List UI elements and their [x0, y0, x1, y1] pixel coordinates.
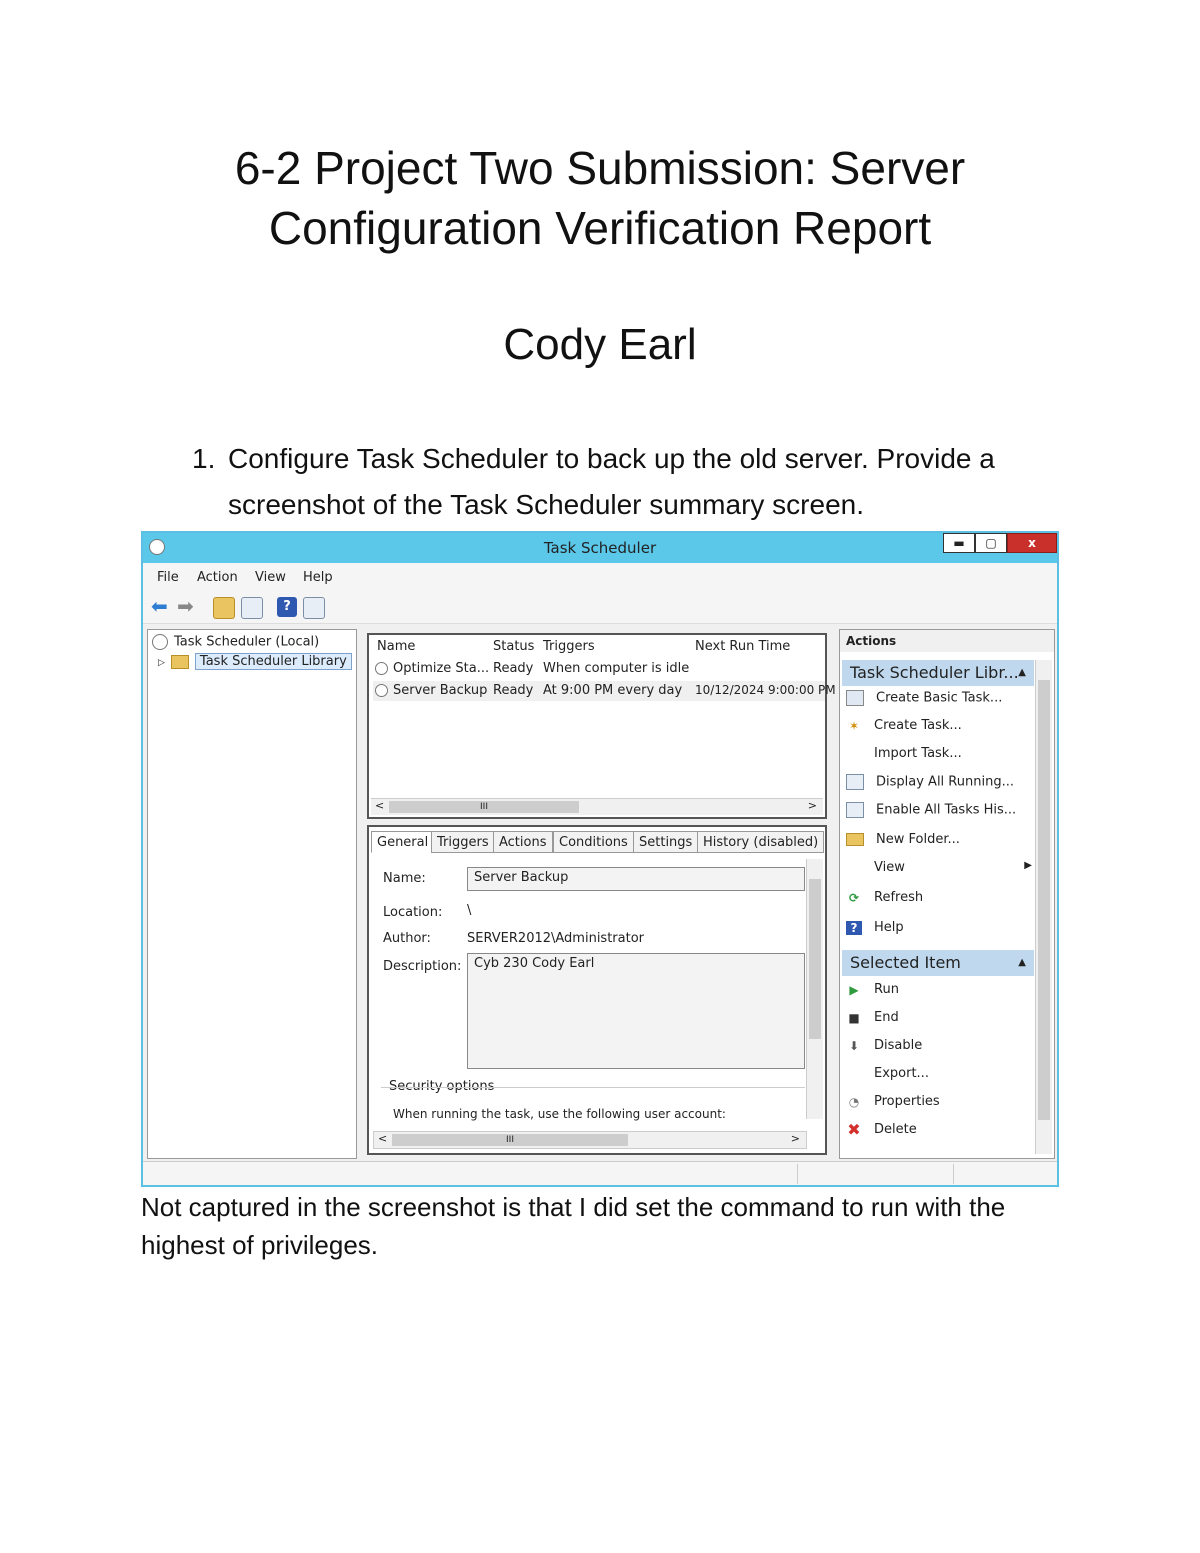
action-label: Properties — [874, 1094, 940, 1109]
section-selected-item[interactable] — [842, 950, 1034, 976]
task-trigger: At 9:00 PM every day — [543, 683, 683, 698]
tab-triggers[interactable]: Triggers — [431, 831, 495, 853]
task-details — [367, 825, 827, 1155]
menu-help[interactable]: Help — [303, 570, 333, 585]
minimize-button[interactable]: ▬ — [943, 533, 975, 553]
action-label: Enable All Tasks His... — [876, 802, 1017, 818]
action-label: Create Basic Task... — [876, 690, 1003, 706]
status-separator — [797, 1164, 798, 1184]
action-refresh[interactable] — [846, 890, 923, 905]
tree-library-label: Task Scheduler Library — [195, 653, 352, 670]
properties-icon[interactable] — [303, 597, 325, 619]
actions-pane — [839, 629, 1055, 1159]
action-label: Help — [874, 920, 904, 935]
question-text: Configure Task Scheduler to back up the old server. Provide a screenshot of the Task Scheduler summary screen. — [228, 443, 995, 520]
disable-arrow-icon: ⬇ — [848, 1038, 860, 1053]
wizard-icon — [846, 690, 864, 706]
task-clock-icon — [375, 662, 388, 675]
back-arrow-icon[interactable]: ⬅ — [151, 594, 168, 618]
action-new-folder[interactable] — [846, 832, 960, 847]
scroll-thumb[interactable] — [809, 879, 821, 1039]
properties-icon: ◔ — [848, 1094, 860, 1109]
action-label: View — [874, 860, 905, 875]
console-tree — [147, 629, 357, 1159]
column-name[interactable]: Name — [377, 639, 416, 654]
action-label: Export... — [874, 1066, 929, 1081]
author-label: Author: — [383, 931, 431, 946]
view-icon — [846, 861, 862, 875]
menu-view[interactable]: View — [255, 570, 286, 585]
task-scheduler-window — [141, 531, 1059, 1187]
status-separator — [953, 1164, 954, 1184]
title-bar — [143, 533, 1057, 563]
menu-bar — [143, 563, 1057, 591]
action-create-task[interactable] — [846, 718, 962, 733]
action-help[interactable] — [846, 920, 904, 935]
collapse-icon[interactable]: ▲ — [1018, 667, 1026, 678]
scroll-right-icon[interactable]: > — [790, 1132, 800, 1145]
menu-file[interactable]: File — [157, 570, 179, 585]
running-tasks-icon — [846, 774, 864, 790]
expand-icon[interactable]: ▷ — [158, 658, 165, 668]
window-title: Task Scheduler — [543, 539, 657, 557]
actions-header: Actions — [840, 630, 1054, 652]
submenu-arrow-icon: ▶ — [1024, 860, 1032, 871]
toolbar — [143, 591, 1057, 624]
task-name: Server Backup — [393, 683, 488, 698]
description-field[interactable]: Cyb 230 Cody Earl — [467, 953, 805, 1069]
action-export[interactable] — [846, 1066, 929, 1081]
new-task-icon: ✶ — [848, 718, 860, 733]
close-button[interactable]: x — [1007, 533, 1057, 553]
scroll-left-icon[interactable]: < — [378, 1132, 388, 1145]
action-run[interactable] — [846, 982, 899, 997]
task-trigger: When computer is idle — [543, 661, 690, 676]
author-name: Cody Earl — [503, 320, 697, 369]
show-hide-tree-icon[interactable] — [241, 597, 263, 619]
action-create-basic-task[interactable] — [846, 690, 1002, 706]
author-value: SERVER2012\Administrator — [467, 931, 645, 946]
action-disable[interactable] — [846, 1038, 922, 1053]
description-label: Description: — [383, 959, 462, 974]
group-divider — [381, 1087, 805, 1088]
title-line-2: Configuration Verification Report — [268, 202, 932, 254]
security-options-label: Security options — [389, 1079, 495, 1094]
tab-history[interactable]: History (disabled) — [697, 831, 824, 853]
task-name: Optimize Sta... — [393, 661, 490, 676]
delete-x-icon: ✖ — [847, 1119, 861, 1139]
run-icon: ▶ — [849, 982, 859, 997]
action-label: Delete — [874, 1122, 917, 1137]
stop-icon: ■ — [848, 1010, 860, 1025]
name-label: Name: — [383, 871, 426, 886]
task-status: Ready — [493, 683, 534, 698]
action-label: Import Task... — [874, 746, 962, 761]
action-import-task[interactable] — [846, 746, 962, 761]
help-icon: ? — [846, 921, 862, 935]
tree-library[interactable] — [158, 654, 352, 669]
tree-root-label: Task Scheduler (Local) — [174, 634, 320, 650]
details-hscroll[interactable] — [373, 1131, 807, 1149]
action-enable-history[interactable] — [846, 802, 1016, 818]
action-properties[interactable] — [846, 1094, 940, 1109]
scroll-left-icon[interactable]: < — [375, 799, 385, 812]
status-bar — [143, 1161, 1057, 1186]
question-number: 1. — [192, 443, 216, 474]
action-display-running[interactable] — [846, 774, 1014, 790]
forward-arrow-icon[interactable]: ➡ — [177, 594, 194, 618]
title-line-1: 6-2 Project Two Submission: Server — [234, 142, 966, 194]
actions-vscroll[interactable] — [1035, 660, 1052, 1154]
scroll-right-icon[interactable]: > — [807, 799, 817, 812]
section-selected-label: Selected Item — [850, 953, 961, 972]
task-status: Ready — [493, 661, 534, 676]
action-label: End — [874, 1010, 899, 1025]
task-clock-icon — [375, 684, 388, 697]
scroll-thumb[interactable]: III — [389, 801, 579, 813]
new-folder-icon — [846, 833, 864, 846]
folder-clock-icon — [171, 655, 189, 669]
collapse-icon[interactable]: ▲ — [1018, 957, 1026, 968]
up-folder-icon[interactable] — [213, 597, 235, 619]
tab-settings[interactable]: Settings — [633, 831, 698, 853]
action-label: Disable — [874, 1038, 923, 1053]
history-icon — [846, 802, 864, 818]
action-end[interactable] — [846, 1010, 899, 1025]
import-icon — [846, 747, 862, 761]
tab-actions[interactable]: Actions — [493, 831, 553, 853]
center-pane — [363, 629, 836, 1157]
location-label: Location: — [383, 905, 443, 920]
location-value: \ — [467, 903, 472, 918]
task-row[interactable] — [373, 659, 825, 679]
tab-general[interactable]: General — [371, 831, 434, 853]
column-status[interactable]: Status — [493, 639, 535, 654]
action-view[interactable] — [846, 860, 1032, 875]
action-label: Create Task... — [874, 718, 962, 733]
action-label: Display All Running... — [876, 774, 1014, 790]
task-row[interactable] — [373, 681, 836, 701]
security-text: When running the task, use the following user account: — [393, 1107, 726, 1121]
scroll-thumb[interactable]: III — [392, 1134, 628, 1146]
column-next-run[interactable]: Next Run Time — [695, 639, 791, 654]
task-next-run: 10/12/2024 9:00:00 PM — [695, 683, 836, 697]
details-vscroll[interactable] — [806, 859, 823, 1119]
name-field[interactable]: Server Backup — [467, 867, 805, 891]
question-1 — [192, 436, 1052, 528]
section-library-label: Task Scheduler Libr... — [850, 663, 1019, 682]
action-label: Run — [874, 982, 899, 997]
action-label: Refresh — [874, 890, 924, 905]
maximize-button[interactable]: ▢ — [975, 533, 1007, 553]
tab-conditions[interactable]: Conditions — [553, 831, 634, 853]
refresh-icon: ⟳ — [848, 890, 860, 905]
action-delete[interactable] — [846, 1119, 917, 1139]
help-icon[interactable]: ? — [277, 597, 297, 617]
document-title — [0, 138, 1200, 258]
export-icon — [846, 1067, 862, 1081]
privileges-note: Not captured in the screenshot is that I did set the command to run with the highest of privileges. — [141, 1192, 1006, 1260]
task-list-hscroll[interactable] — [371, 798, 823, 815]
column-triggers[interactable]: Triggers — [543, 639, 595, 654]
action-label: New Folder... — [876, 832, 960, 847]
clock-icon — [152, 634, 168, 650]
task-list — [367, 633, 836, 819]
scroll-thumb[interactable] — [1038, 680, 1050, 1120]
tree-root[interactable] — [152, 634, 319, 650]
menu-action[interactable]: Action — [197, 570, 238, 585]
section-library[interactable] — [842, 660, 1034, 686]
